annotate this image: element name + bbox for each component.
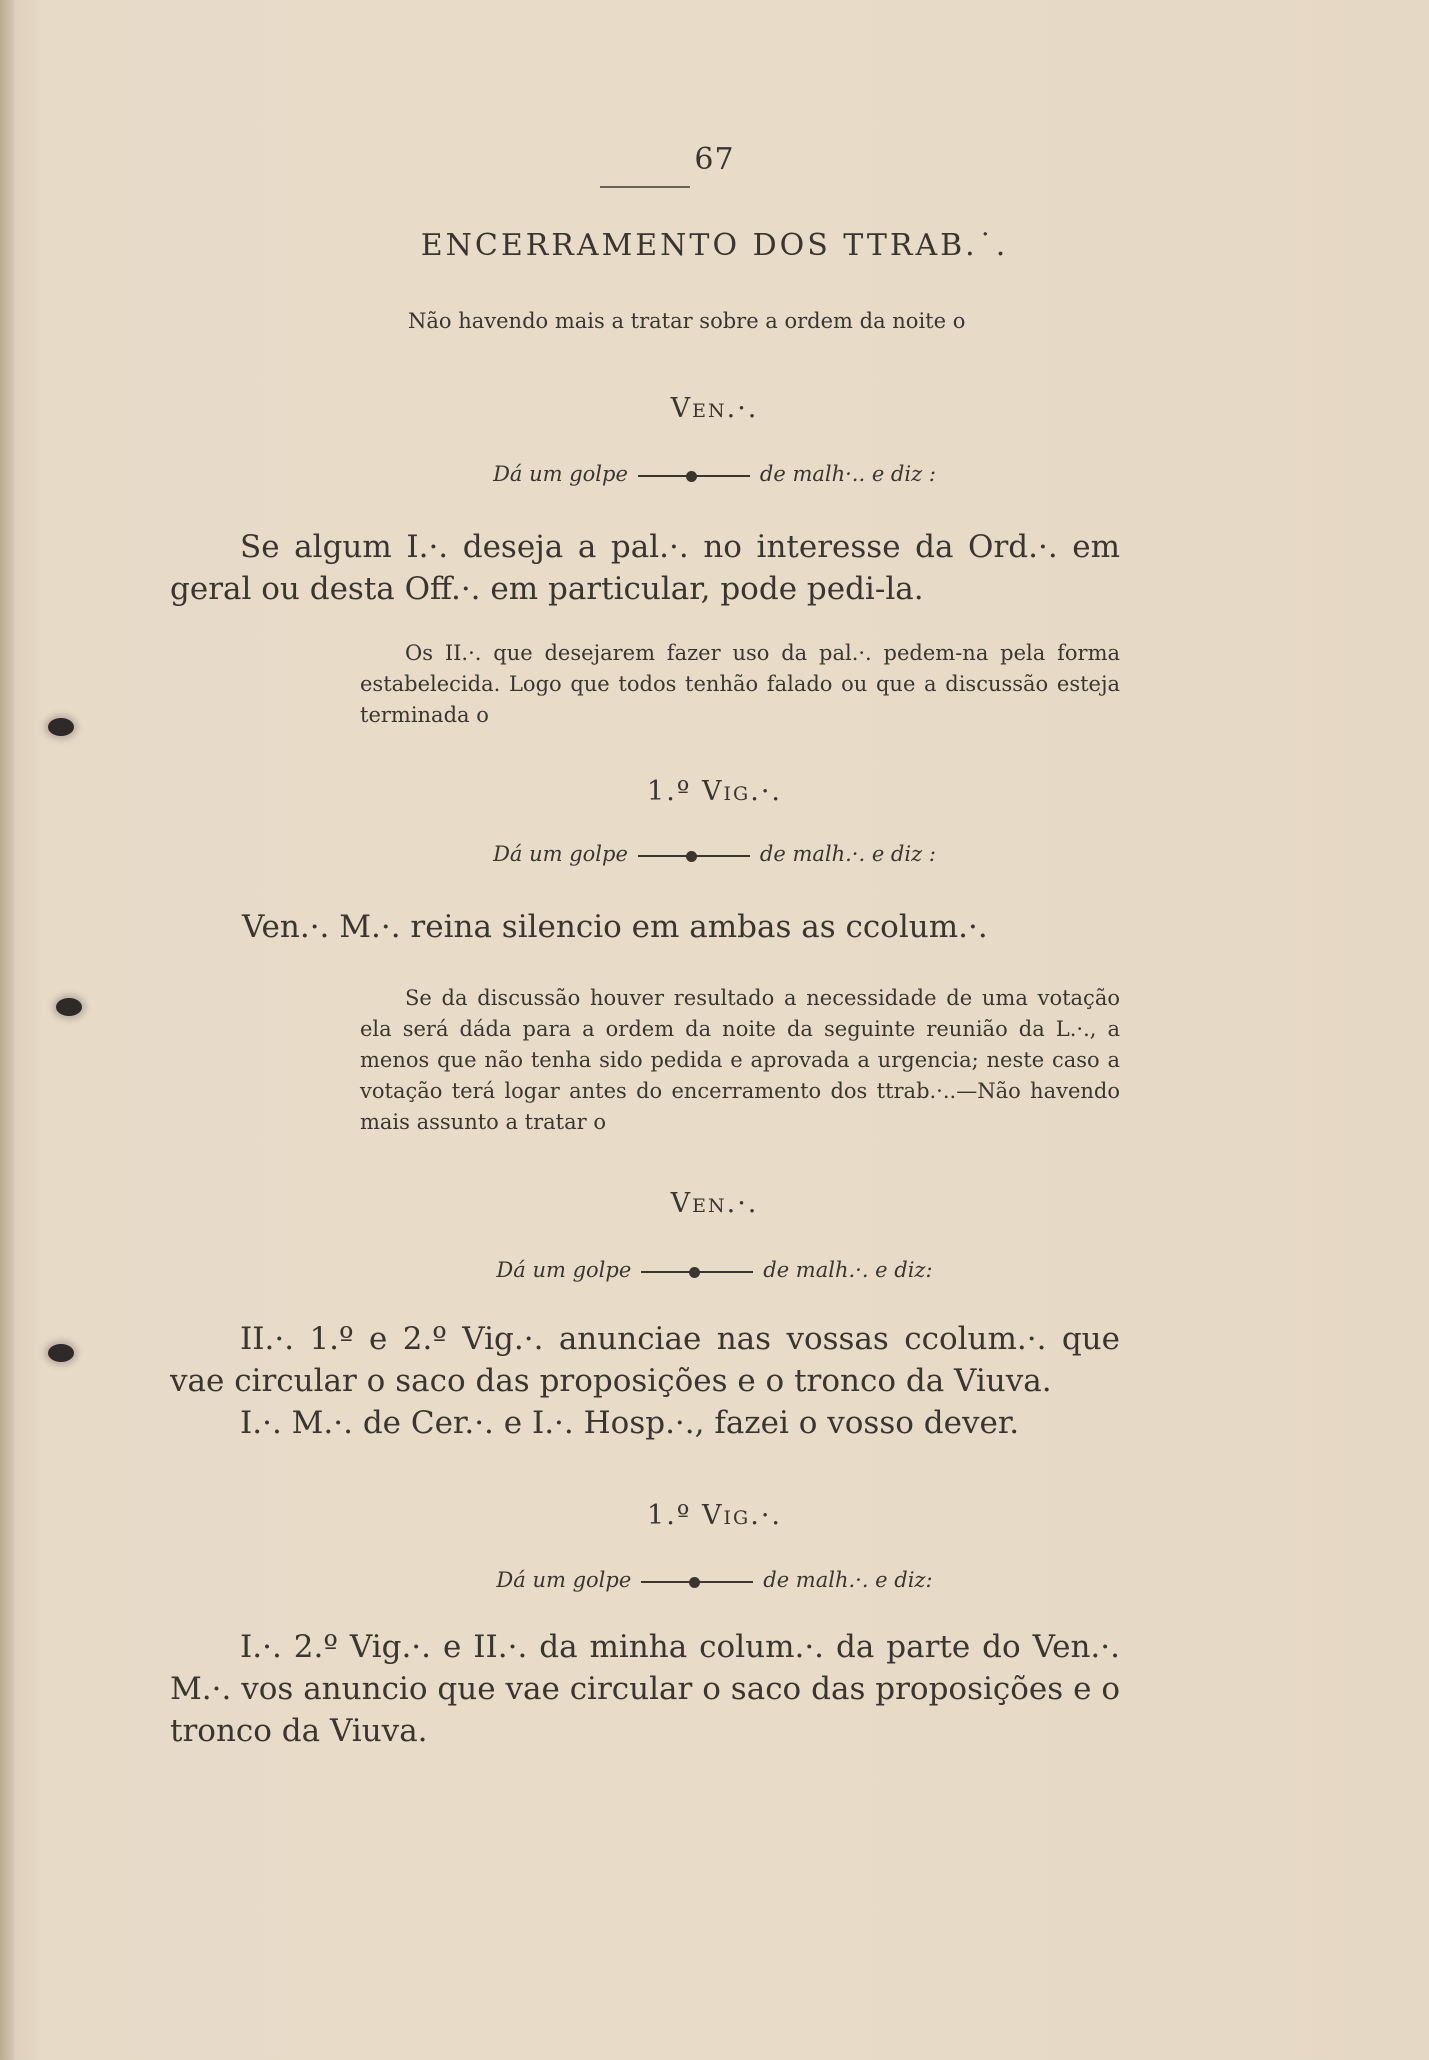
speaker-vig-1: 1.º Vig.·. <box>647 776 782 807</box>
stage-direction-4 <box>0 1568 1429 1592</box>
stage-direction-2-after: de malh.·. e diz : <box>759 842 936 866</box>
page-number-rule <box>600 186 690 188</box>
speech-3a: II.·. 1.º e 2.º Vig.·. anunciae nas vossas ccolum.·. que vae circular o saco das proposições e o tronco da Viuva. <box>170 1321 1120 1399</box>
binding-hole-bottom <box>48 1344 74 1362</box>
speaker-ven-1: Ven.·. <box>670 393 759 424</box>
stage-direction-4-after: de malh.·. e diz: <box>763 1568 933 1592</box>
intro-line: Não havendo mais a tratar sobre a ordem da noite o <box>408 309 966 333</box>
gavel-rule-icon <box>638 851 750 861</box>
gavel-rule-icon <box>638 471 750 481</box>
stage-direction-1-before: Dá um golpe <box>493 462 628 486</box>
stage-direction-3-before: Dá um golpe <box>496 1258 632 1282</box>
speech-3b: I.·. M.·. de Cer.·. e I.·. Hosp.·., fazei o vosso dever. <box>240 1405 1020 1441</box>
binding-hole-middle <box>56 998 82 1016</box>
gavel-rule-icon <box>641 1577 753 1587</box>
speech-2: Ven.·. M.·. reina silencio em ambas as ccolum.·. <box>242 909 988 945</box>
speech-1: Se algum I.·. deseja a pal.·. no interesse da Ord.·. em geral ou desta Off.·. em particular, pode pedi-la. <box>170 529 1120 607</box>
stage-direction-3 <box>0 1258 1429 1282</box>
stage-direction-1 <box>0 462 1429 486</box>
stage-direction-1-after: de malh·.. e diz : <box>759 462 936 486</box>
page-number: 67 <box>694 142 735 177</box>
gavel-rule-icon <box>641 1267 753 1277</box>
stage-direction-4-before: Dá um golpe <box>496 1568 632 1592</box>
stage-direction-2 <box>0 842 1429 866</box>
paragraph-2: Os II.·. que desejarem fazer uso da pal.·. pedem-na pela forma estabelecida. Logo que todos tenhão falado ou que a discussão esteja terminada o <box>360 641 1120 727</box>
section-heading: ENCERRAMENTO DOS TTRAB.˙. <box>420 228 1009 263</box>
stage-direction-2-before: Dá um golpe <box>493 842 628 866</box>
speaker-ven-2: Ven.·. <box>670 1188 759 1219</box>
paragraph-3: Se da discussão houver resultado a necessidade de uma votação ela será dáda para a ordem da noite da seguinte reunião da L.·., a menos que não tenha sido pedida e aprovada a urgencia; neste caso a votação terá logar antes do encerramento dos ttrab.·..—Não havendo mais assunto a tratar o <box>360 986 1120 1134</box>
speaker-vig-2: 1.º Vig.·. <box>647 1500 782 1531</box>
binding-hole-top <box>48 718 74 736</box>
stage-direction-3-after: de malh.·. e diz: <box>763 1258 933 1282</box>
page-binding-edge <box>0 0 14 2060</box>
speech-4: I.·. 2.º Vig.·. e II.·. da minha colum.·. da parte do Ven.·. M.·. vos anuncio que vae circular o saco das proposições e o tronco da Viuva. <box>170 1629 1120 1749</box>
